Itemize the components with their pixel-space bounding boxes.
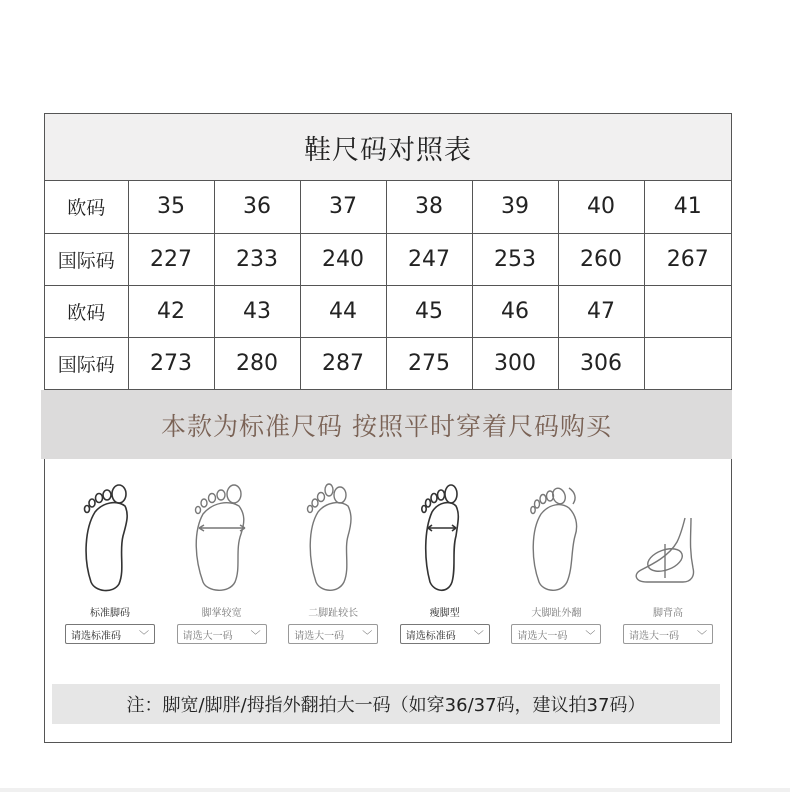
size-select[interactable] bbox=[400, 624, 490, 644]
size-advice-banner: 本款为标准尺码 按照平时穿着尺码购买 bbox=[41, 390, 732, 459]
table-cell: 300 bbox=[472, 337, 558, 389]
chart-title: 鞋尺码对照表 bbox=[45, 114, 731, 181]
table-row bbox=[45, 285, 731, 337]
sizing-note: 注：脚宽/脚胖/拇指外翻拍大一码（如穿36/37码，建议拍37码） bbox=[52, 684, 720, 724]
size-select[interactable] bbox=[511, 624, 601, 644]
chevron-down-icon: ﹀ bbox=[585, 630, 596, 642]
table-cell: 247 bbox=[386, 233, 472, 285]
long-second-toe-foot-icon bbox=[290, 478, 376, 596]
foot-type-guide bbox=[58, 478, 720, 653]
row-label: 国际码 bbox=[45, 233, 128, 285]
table-cell: 45 bbox=[386, 285, 472, 337]
table-row bbox=[45, 233, 731, 285]
bunion-foot-icon bbox=[513, 478, 599, 596]
foot-type-high-instep bbox=[616, 478, 720, 653]
foot-type-long-second-toe bbox=[281, 478, 385, 653]
table-cell: 267 bbox=[644, 233, 731, 285]
size-select-value: 请选大一码 bbox=[517, 630, 568, 642]
table-cell: 280 bbox=[214, 337, 300, 389]
table-cell: 44 bbox=[300, 285, 386, 337]
table-cell: 275 bbox=[386, 337, 472, 389]
table-cell bbox=[644, 337, 731, 389]
table-cell: 39 bbox=[472, 181, 558, 233]
size-select-value: 请选大一码 bbox=[182, 630, 233, 642]
divider bbox=[0, 788, 790, 792]
foot-type-standard bbox=[58, 478, 162, 653]
size-select[interactable] bbox=[623, 624, 713, 644]
table-cell: 306 bbox=[558, 337, 644, 389]
table-row bbox=[45, 337, 731, 389]
table-row bbox=[45, 181, 731, 233]
table-cell: 253 bbox=[472, 233, 558, 285]
table-cell: 40 bbox=[558, 181, 644, 233]
size-select-value: 请选标准码 bbox=[71, 630, 121, 642]
foot-type-slim bbox=[393, 478, 497, 653]
size-table bbox=[45, 181, 731, 390]
standard-foot-icon bbox=[67, 478, 153, 596]
foot-type-label: 脚背高 bbox=[652, 608, 683, 619]
wide-foot-icon bbox=[179, 478, 265, 596]
table-cell: 287 bbox=[300, 337, 386, 389]
slim-foot-icon bbox=[402, 478, 488, 596]
chevron-down-icon: ﹀ bbox=[696, 630, 707, 642]
table-cell: 36 bbox=[214, 181, 300, 233]
row-label: 欧码 bbox=[45, 285, 128, 337]
foot-type-label: 标准脚码 bbox=[90, 608, 130, 619]
table-cell: 41 bbox=[644, 181, 731, 233]
size-select[interactable] bbox=[288, 624, 378, 644]
row-label: 国际码 bbox=[45, 337, 128, 389]
table-cell: 43 bbox=[214, 285, 300, 337]
foot-type-label: 脚掌较宽 bbox=[201, 608, 242, 619]
chevron-down-icon: ﹀ bbox=[362, 630, 373, 642]
table-cell: 37 bbox=[300, 181, 386, 233]
size-select[interactable] bbox=[177, 624, 267, 644]
table-cell bbox=[644, 285, 731, 337]
table-cell: 273 bbox=[128, 337, 214, 389]
table-cell: 47 bbox=[558, 285, 644, 337]
table-cell: 35 bbox=[128, 181, 214, 233]
chevron-down-icon: ﹀ bbox=[139, 630, 149, 642]
foot-type-label: 瘦脚型 bbox=[429, 608, 460, 619]
table-cell: 233 bbox=[214, 233, 300, 285]
foot-type-label: 大脚趾外翻 bbox=[531, 608, 582, 619]
table-cell: 240 bbox=[300, 233, 386, 285]
high-instep-foot-icon bbox=[625, 478, 711, 596]
table-cell: 227 bbox=[128, 233, 214, 285]
size-select-value: 请选大一码 bbox=[628, 630, 679, 642]
size-select[interactable] bbox=[65, 624, 155, 644]
table-cell: 42 bbox=[128, 285, 214, 337]
row-label: 欧码 bbox=[45, 181, 128, 233]
chevron-down-icon: ﹀ bbox=[250, 630, 261, 642]
size-select-value: 请选标准码 bbox=[405, 630, 456, 642]
table-cell: 46 bbox=[472, 285, 558, 337]
table-cell: 38 bbox=[386, 181, 472, 233]
foot-type-wide bbox=[170, 478, 274, 653]
foot-type-label: 二脚趾较长 bbox=[308, 608, 359, 619]
size-select-value: 请选大一码 bbox=[294, 630, 345, 642]
table-cell: 260 bbox=[558, 233, 644, 285]
foot-type-bunion bbox=[504, 478, 608, 653]
chevron-down-icon: ﹀ bbox=[473, 630, 484, 642]
